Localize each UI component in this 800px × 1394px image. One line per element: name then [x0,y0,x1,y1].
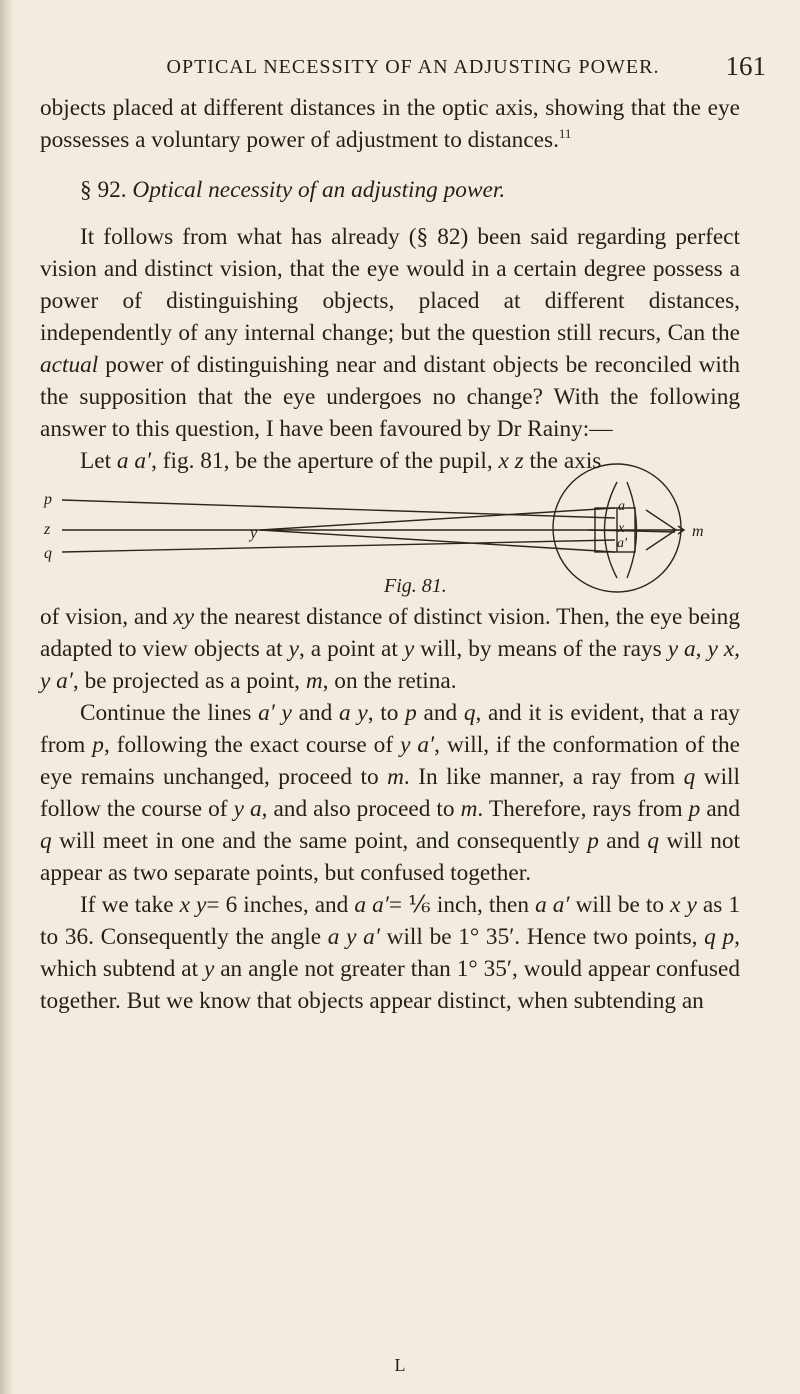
ray-p-line [62,500,615,518]
figure-81 [40,452,740,598]
section-heading [40,174,740,206]
section-number: § 92. [80,177,127,203]
eye-diagram [40,452,740,598]
signature-mark: L [394,1355,406,1375]
label-p: p [44,491,52,508]
running-head [68,51,766,81]
text-block-upper [40,92,740,477]
label-y: y [250,525,258,542]
ray-q-line [62,540,615,552]
paragraph-4: Continue the lines a′ y and a y, to p and q, and it is evident, that a ray from p, following the exact course of y a′, will, if the conformation of the eye remains unchanged, proceed to m. In like manner, a ray from q will follow the course of y a, and also proceed to m. Therefore, rays from p and q will meet in one and the same point, and consequently p and q will not appear as two separate points, but confused together. [40,700,740,886]
label-x: x [618,521,625,536]
label-a-top: a [618,499,625,514]
ray-y-a-line [260,508,615,530]
paragraph-continued: objects placed at different distances in the optic axis, showing that the eye possesses a voluntary power of adjustment to distances.$^{11}$ [40,95,740,153]
label-a-bottom: a′ [617,536,628,551]
page-number: 161 [725,51,766,81]
label-z: z [44,521,51,538]
page-edge-shadow [0,0,14,1394]
paragraph-3: of vision, and xy the nearest distance of distinct vision. Then, the eye being adapted to view objects at y, a point at y will, by means of the rays y a, y x, y a′, be projected as a point, m, on the retina. [40,604,740,694]
label-m: m [692,523,704,540]
footnote-marker: 11 [558,126,572,141]
arrow-to-m [672,526,684,534]
paragraph-1: It follows from what has already (§ 82) been said regarding perfect vision and distinct vision, that the eye would in a certain degree possess a power of distinguishing objects, placed at different distances, independently of any internal change; but the question still recurs, Can the actual power of distinguishing near and distant objects be reconciled with the supposition that the eye undergoes no change? With the following answer to this question, I have been favoured by Dr Rainy:— [40,224,740,442]
section-title: Optical necessity of an adjusting power. [132,177,506,203]
label-q: q [44,545,52,562]
running-head-title: OPTICAL NECESSITY OF AN ADJUSTING POWER. [166,56,660,78]
text-block-lower [40,601,740,1017]
paragraph-5: If we take x y= 6 inches, and a a′= ⅙ inch, then a a′ will be to x y as 1 to 36. Consequently the angle a y a′ will be 1° 35′. Hence two points, q p, which subtend at y an angle not greater than 1° 35′, would appear confused together. But we know that objects appear distinct, when subtending an [40,892,741,1014]
paragraph-2: Let a a′, fig. 81, be the aperture of the pupil, x z the axis [80,448,602,474]
figure-caption: Fig. 81. [384,575,447,597]
